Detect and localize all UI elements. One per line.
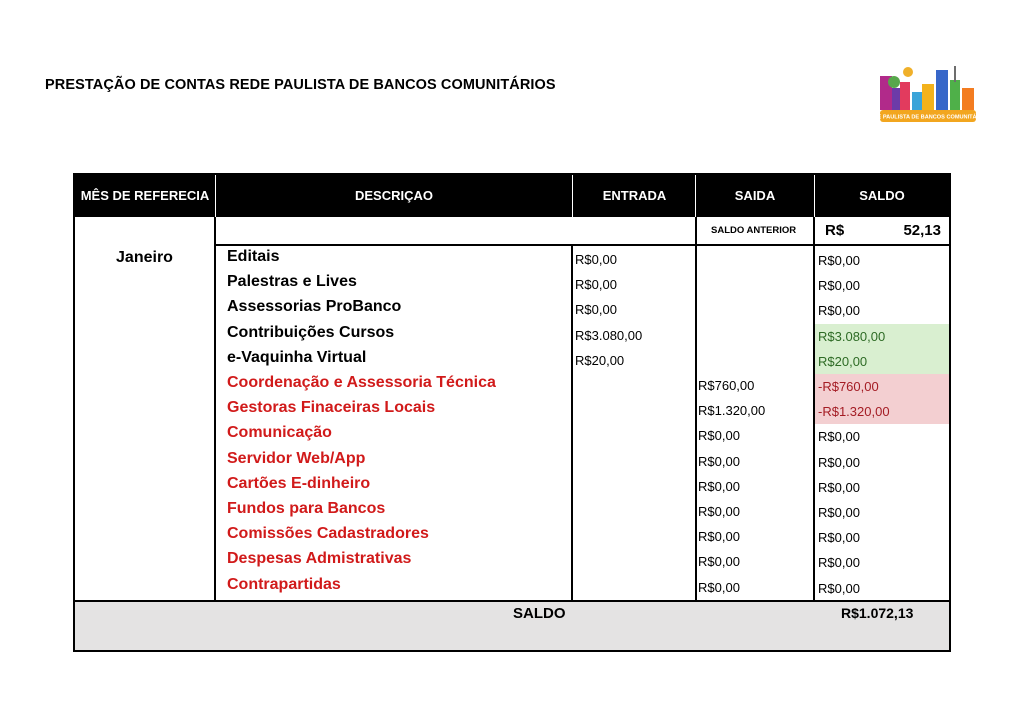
previous-balance-label: SALDO ANTERIOR xyxy=(711,225,797,236)
row-balance: -R$1.320,00 xyxy=(815,399,949,424)
header-out: SAIDA xyxy=(734,188,776,203)
header-month: MÊS DE REFERECIA xyxy=(80,188,210,203)
total-value: R$1.072,13 xyxy=(841,605,914,621)
row-in: R$0,00 xyxy=(575,277,617,293)
row-description: Cartões E-dinheiro xyxy=(227,474,371,492)
row-balance: R$0,00 xyxy=(818,278,860,294)
row-balance: R$0,00 xyxy=(818,580,860,596)
row-out: R$0,00 xyxy=(698,428,740,444)
svg-text:REDE PAULISTA DE BANCOS COMUNI: REDE PAULISTA DE BANCOS COMUNITÁRIOS xyxy=(865,114,991,121)
previous-balance-currency: R$ xyxy=(825,222,845,239)
row-balance: R$0,00 xyxy=(818,555,860,571)
row-description: Fundos para Bancos xyxy=(227,500,386,517)
row-description: Editais xyxy=(227,248,280,265)
row-description: Despesas Admistrativas xyxy=(227,550,412,568)
row-description: Comissões Cadastradores xyxy=(227,525,429,543)
city-skyline-logo xyxy=(865,62,991,132)
row-balance: R$0,00 xyxy=(818,530,860,546)
row-balance: R$0,00 xyxy=(818,253,860,268)
row-balance: R$3.080,00 xyxy=(815,324,949,349)
row-balance: R$0,00 xyxy=(818,505,860,520)
row-in: R$20,00 xyxy=(575,352,625,368)
row-description: Gestoras Finaceiras Locais xyxy=(227,399,436,417)
header-balance: SALDO xyxy=(859,188,905,203)
row-description: Servidor Web/App xyxy=(227,449,366,467)
row-out: R$0,00 xyxy=(698,579,740,595)
row-out: R$0,00 xyxy=(698,529,740,545)
row-out: R$1.320,00 xyxy=(698,403,766,419)
header-description: DESCRIÇAO xyxy=(354,188,433,203)
row-out: R$0,00 xyxy=(698,554,740,570)
row-balance: R$0,00 xyxy=(818,429,860,445)
row-out: R$0,00 xyxy=(698,478,740,494)
row-description: Comunicação xyxy=(227,424,332,442)
row-balance: R$20,00 xyxy=(815,349,949,374)
row-out: R$0,00 xyxy=(698,504,740,519)
row-description: Coordenação e Assessoria Técnica xyxy=(227,374,496,391)
month-label: Janeiro xyxy=(116,249,173,266)
row-in: R$0,00 xyxy=(575,252,617,267)
table-header xyxy=(75,175,949,217)
row-balance: R$0,00 xyxy=(818,479,860,495)
row-description: Contribuições Cursos xyxy=(227,323,395,341)
row-description: Palestras e Lives xyxy=(227,273,357,291)
row-balance: -R$760,00 xyxy=(815,374,949,399)
total-label: SALDO xyxy=(513,605,566,622)
header-in: ENTRADA xyxy=(602,188,667,203)
row-balance: R$0,00 xyxy=(818,454,860,470)
row-balance: R$0,00 xyxy=(818,303,860,319)
row-description: Assessorias ProBanco xyxy=(227,298,402,316)
row-description: e-Vaquinha Virtual xyxy=(227,348,367,366)
total-bar xyxy=(75,602,949,650)
document-title: PRESTAÇÃO DE CONTAS REDE PAULISTA DE BANCOS COMUNITÁRIOS xyxy=(45,77,556,93)
row-out: R$0,00 xyxy=(698,453,740,469)
row-out: R$760,00 xyxy=(698,378,755,393)
row-in: R$0,00 xyxy=(575,302,617,318)
row-in: R$3.080,00 xyxy=(575,327,643,343)
row-description: Contrapartidas xyxy=(227,575,341,593)
accounts-table xyxy=(73,173,951,652)
previous-balance-value: 52,13 xyxy=(903,222,941,239)
